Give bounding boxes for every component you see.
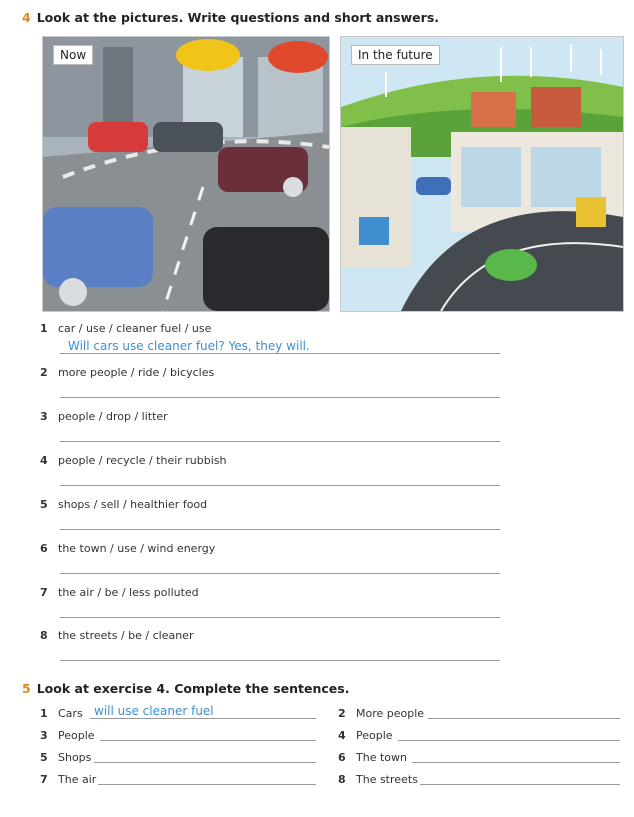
sentence-3: 3 People: [40, 729, 95, 742]
question-3: 3 people / drop / litter: [40, 410, 168, 423]
sentence-1: 1 Cars: [40, 707, 83, 720]
answer-line-1[interactable]: [60, 353, 500, 354]
answer-line-7[interactable]: [60, 617, 500, 618]
sentence-1-answer[interactable]: will use cleaner fuel: [94, 704, 214, 718]
exercise-title: Look at exercise 4. Complete the sentences.: [36, 681, 350, 696]
answer-line-6[interactable]: [60, 573, 500, 574]
exercise-5-heading: [22, 681, 349, 696]
answer-line-2[interactable]: [60, 397, 500, 398]
future-street-illustration: [341, 37, 623, 311]
question-1-answer[interactable]: Will cars use cleaner fuel? Yes, they will.: [68, 339, 310, 353]
future-label: In the future: [351, 45, 440, 65]
sentence-line-7[interactable]: [98, 784, 316, 785]
question-prompt: the town / use / wind energy: [58, 542, 216, 555]
exercise-number: 4: [22, 10, 31, 25]
answer-line-3[interactable]: [60, 441, 500, 442]
answer-line-5[interactable]: [60, 529, 500, 530]
exercise-number: 5: [22, 681, 31, 696]
question-5: 5 shops / sell / healthier food: [40, 498, 208, 511]
question-prompt: people / drop / litter: [58, 410, 168, 423]
sentence-8: 8 The streets: [338, 773, 418, 786]
exercise-4-heading: [22, 10, 439, 25]
sentence-line-3[interactable]: [100, 740, 316, 741]
picture-now: [42, 36, 330, 312]
sentence-line-8[interactable]: [420, 784, 620, 785]
question-prompt: the air / be / less polluted: [58, 586, 199, 599]
question-prompt: people / recycle / their rubbish: [58, 454, 227, 467]
sentence-7: 7 The air: [40, 773, 97, 786]
question-prompt: shops / sell / healthier food: [58, 498, 208, 511]
question-prompt: more people / ride / bicycles: [58, 366, 215, 379]
question-1: 1 car / use / cleaner fuel / use: [40, 322, 212, 335]
exercise-title: Look at the pictures. Write questions and short answers.: [36, 10, 440, 25]
sentence-line-4[interactable]: [398, 740, 620, 741]
answer-line-4[interactable]: [60, 485, 500, 486]
question-prompt: car / use / cleaner fuel / use: [58, 322, 212, 335]
sentence-line-2[interactable]: [428, 718, 620, 719]
sentence-4: 4 People: [338, 729, 393, 742]
question-2: 2 more people / ride / bicycles: [40, 366, 215, 379]
picture-future: [340, 36, 624, 312]
sentence-2: 2 More people: [338, 707, 425, 720]
question-7: 7 the air / be / less polluted: [40, 586, 199, 599]
answer-line-8[interactable]: [60, 660, 500, 661]
question-prompt: the streets / be / cleaner: [58, 629, 194, 642]
question-4: 4 people / recycle / their rubbish: [40, 454, 227, 467]
now-label: Now: [53, 45, 93, 65]
sentence-6: 6 The town: [338, 751, 407, 764]
sentence-line-1[interactable]: [90, 718, 316, 719]
question-6: 6 the town / use / wind energy: [40, 542, 216, 555]
now-street-illustration: [43, 37, 329, 311]
sentence-line-6[interactable]: [412, 762, 620, 763]
sentence-line-5[interactable]: [94, 762, 316, 763]
question-8: 8 the streets / be / cleaner: [40, 629, 194, 642]
sentence-5: 5 Shops: [40, 751, 92, 764]
